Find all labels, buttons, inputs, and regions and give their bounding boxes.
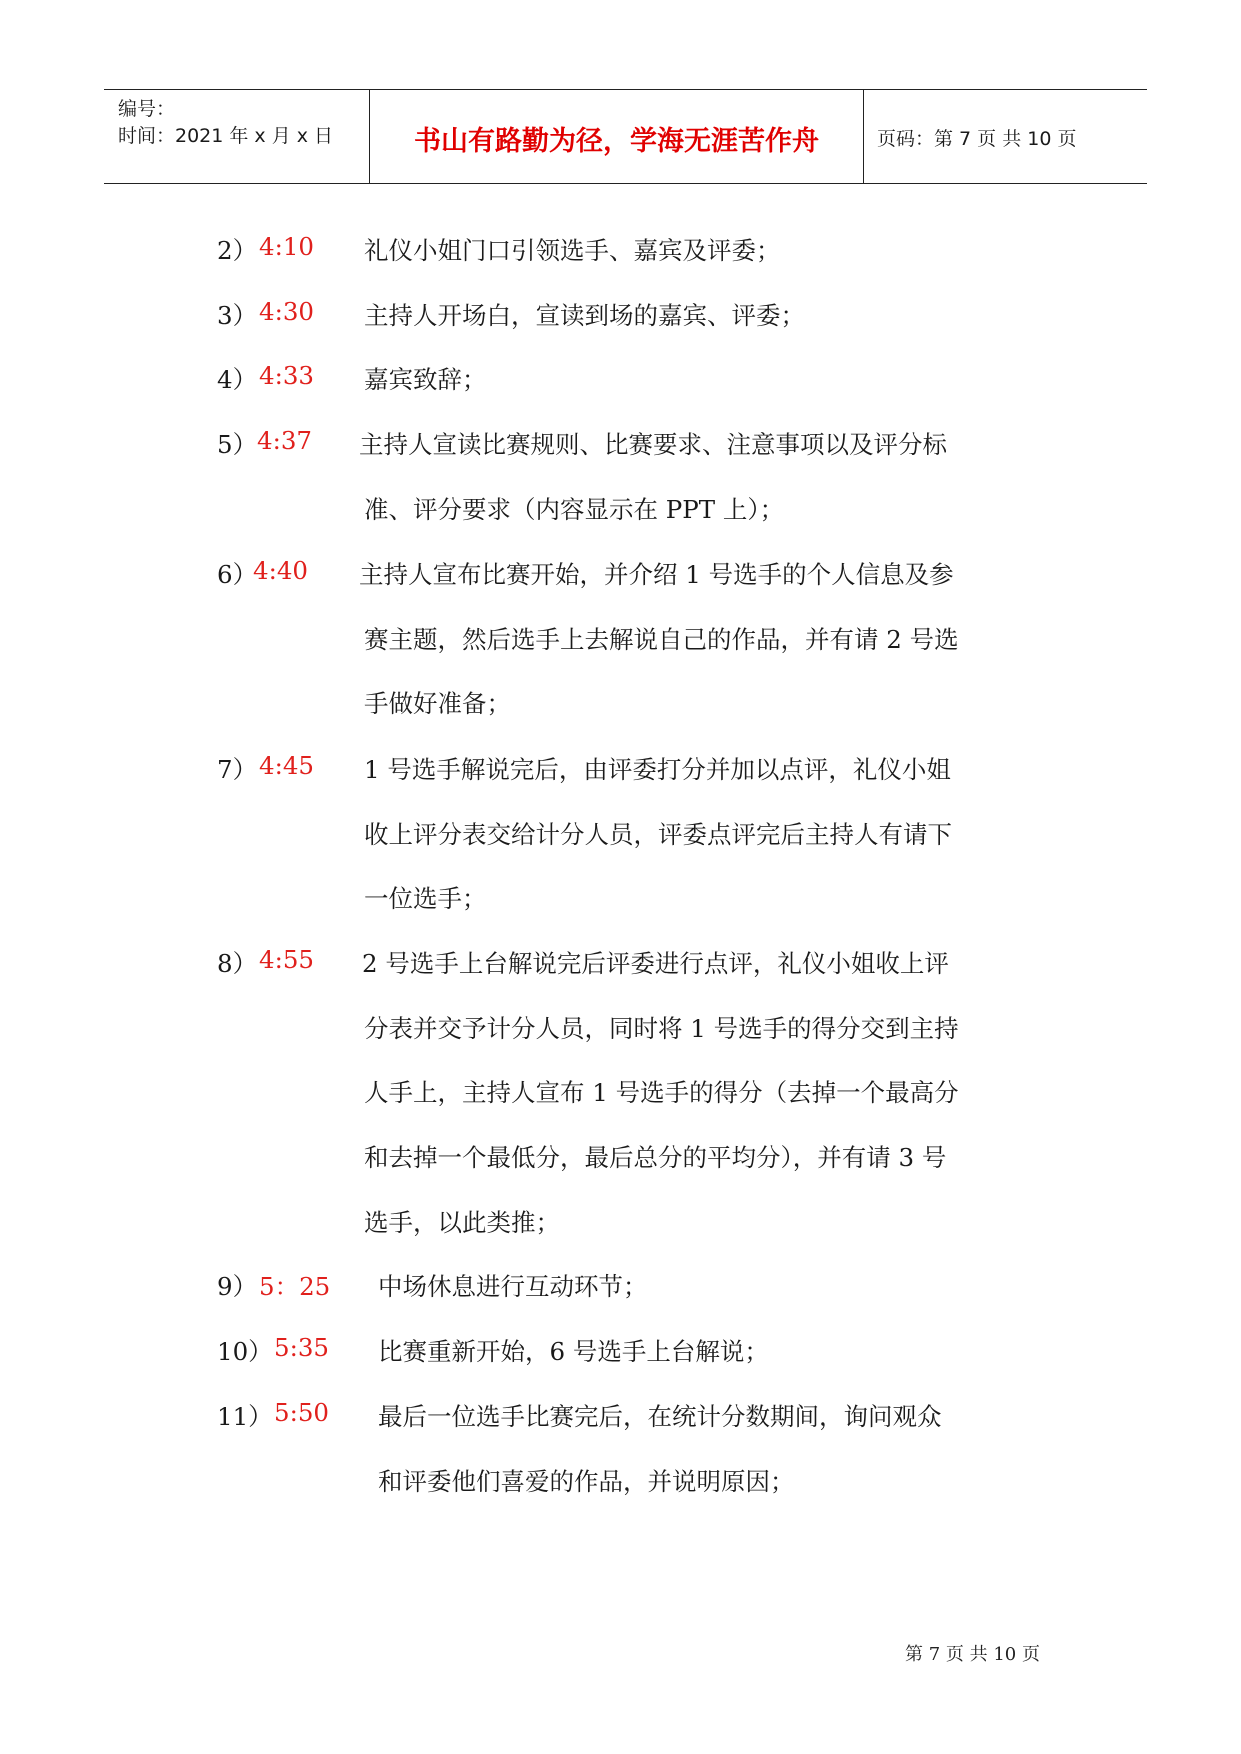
item-time: 5:35 xyxy=(274,1333,330,1362)
item-number: 8） xyxy=(217,949,258,978)
item-number: 6） xyxy=(217,560,258,589)
item-time: 4:55 xyxy=(259,945,315,974)
item-line: 选手，以此类推； xyxy=(364,1208,560,1237)
item-line: 嘉宾致辞； xyxy=(364,365,487,394)
item-line: 主持人宣读比赛规则、比赛要求、注意事项以及评分标 xyxy=(359,430,947,459)
item-line: 人手上，主持人宣布 1 号选手的得分（去掉一个最高分 xyxy=(364,1078,959,1107)
item-line: 2 号选手上台解说完后评委进行点评，礼仪小姐收上评 xyxy=(362,949,949,978)
item-line: 赛主题，然后选手上去解说自己的作品，并有请 2 号选 xyxy=(364,625,959,654)
item-line: 准、评分要求（内容显示在 PPT 上）； xyxy=(364,495,785,524)
item-time: 4:45 xyxy=(259,751,315,780)
header-motto: 书山有路勤为径，学海无涯苦作舟 xyxy=(414,126,819,157)
item-line: 主持人开场白，宣读到场的嘉宾、评委； xyxy=(364,301,805,330)
item-number: 4） xyxy=(217,365,258,394)
item-time: 4:40 xyxy=(253,556,309,585)
item-number: 9） xyxy=(217,1272,258,1301)
item-time: 4:33 xyxy=(259,361,315,390)
item-number: 3） xyxy=(217,301,258,330)
item-line: 礼仪小姐门口引领选手、嘉宾及评委； xyxy=(364,236,781,265)
item-line: 比赛重新开始，6 号选手上台解说； xyxy=(378,1337,769,1366)
item-line: 和评委他们喜爱的作品，并说明原因； xyxy=(378,1467,795,1496)
header-page-info: 页码：第 7 页 共 10 页 xyxy=(877,128,1077,150)
item-time: 4:37 xyxy=(257,426,313,455)
item-line: 分表并交予计分人员，同时将 1 号选手的得分交到主持 xyxy=(364,1014,959,1043)
page-footer: 第 7 页 共 10 页 xyxy=(905,1644,1040,1665)
item-time: 4:10 xyxy=(259,232,315,261)
date-label: 时间：2021 年 x 月 x 日 xyxy=(118,125,334,147)
item-line: 手做好准备； xyxy=(364,689,511,718)
item-number: 2） xyxy=(217,236,258,265)
item-number: 5） xyxy=(217,430,258,459)
item-line: 主持人宣布比赛开始，并介绍 1 号选手的个人信息及参 xyxy=(359,560,954,589)
item-line: 和去掉一个最低分，最后总分的平均分），并有请 3 号 xyxy=(364,1143,947,1172)
item-number: 7） xyxy=(217,755,258,784)
item-line: 1 号选手解说完后，由评委打分并加以点评，礼仪小姐 xyxy=(364,755,951,784)
item-line: 一位选手； xyxy=(364,884,487,913)
item-time: 4:30 xyxy=(259,297,315,326)
item-number: 10） xyxy=(217,1337,273,1366)
item-number: 11） xyxy=(217,1402,273,1431)
item-time: 5:50 xyxy=(274,1398,330,1427)
item-line: 最后一位选手比赛完后，在统计分数期间，询问观众 xyxy=(378,1402,942,1431)
serial-label: 编号： xyxy=(118,98,176,120)
item-line: 收上评分表交给计分人员，评委点评完后主持人有请下 xyxy=(364,820,952,849)
item-line: 中场休息进行互动环节； xyxy=(378,1272,648,1301)
item-time: 5：25 xyxy=(259,1272,331,1301)
